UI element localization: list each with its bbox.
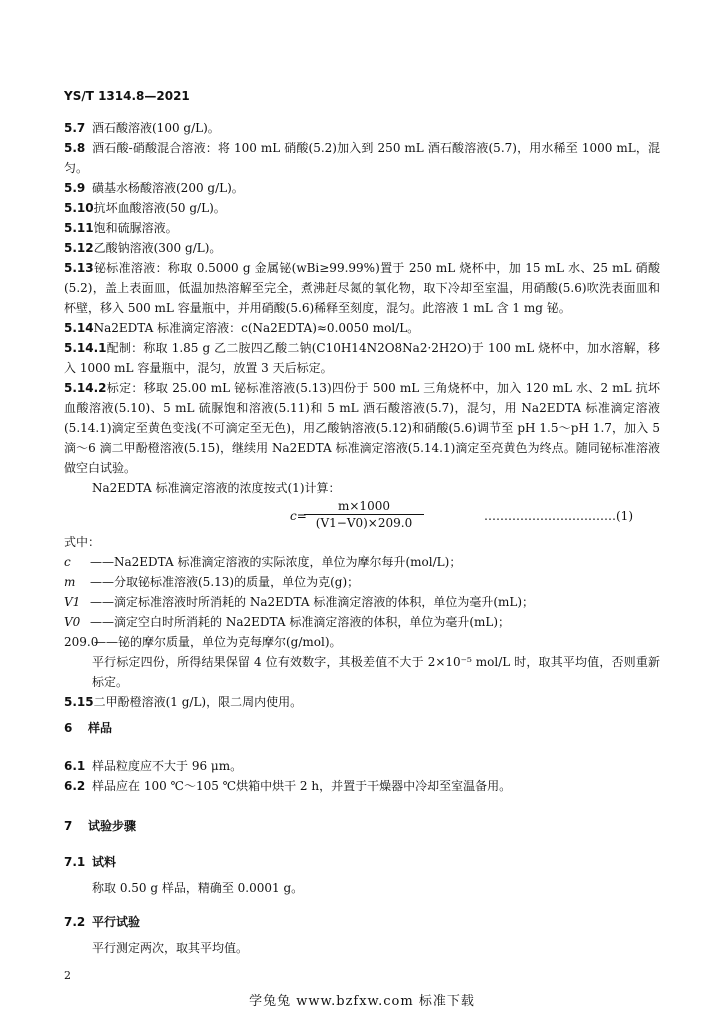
item-text: 样品粒度应不大于 96 μm。 (92, 759, 243, 773)
item-text: 乙酸钠溶液(300 g/L)。 (93, 241, 222, 255)
definition-text: ——分取铋标准溶液(5.13)的质量，单位为克(g)； (90, 575, 360, 589)
subsection-heading (64, 912, 140, 932)
section-number: 7 (64, 819, 73, 833)
definition-row (64, 612, 660, 632)
section-heading (64, 816, 136, 836)
definition-symbol: V1 (64, 595, 81, 609)
section-title: 试验步骤 (88, 819, 137, 833)
item-text: 饱和硫脲溶液。 (93, 221, 178, 235)
section-title: 样品 (88, 721, 113, 735)
list-item (64, 178, 660, 198)
subsection-text: 称取 0.50 g 样品，精确至 0.0001 g。 (92, 881, 304, 895)
item-number: 5.11 (64, 221, 94, 235)
item-text: Na2EDTA 标准滴定溶液：c(Na2EDTA)≈0.0050 mol/L。 (93, 321, 420, 335)
formula-numerator: m×1000 (304, 498, 424, 515)
subsection-number: 7.1 (64, 855, 86, 869)
list-item (64, 138, 660, 178)
subsection-title: 平行试验 (92, 915, 141, 929)
item-text: 磺基水杨酸溶液(200 g/L)。 (92, 181, 244, 195)
definition-row (64, 592, 660, 612)
reagent-list (64, 118, 660, 712)
item-text: 配制：称取 1.85 g 乙二胺四乙酸二钠(C10H14N2O8Na2·2H2O)于 100 mL 烧杯中，加水溶解，移入 1000 mL 容量瓶中，混匀，放置 3 天后标定。 (64, 341, 660, 375)
formula-denominator: (V1−V0)×209.0 (315, 516, 413, 530)
list-item (64, 218, 660, 238)
list-item (64, 318, 660, 338)
equation-number: ……………………………(1) (484, 509, 633, 523)
list-item (64, 776, 660, 796)
item-number: 5.8 (64, 141, 86, 155)
list-item (64, 118, 660, 138)
section-heading (64, 718, 112, 738)
standard-number: YS/T 1314.8—2021 (64, 89, 190, 103)
list-item (64, 692, 660, 712)
definition-text: ——Na2EDTA 标准滴定溶液的实际浓度，单位为摩尔每升(mol/L)； (90, 555, 462, 569)
item-text: 样品应在 100 ℃～105 ℃烘箱中烘干 2 h，并置于干燥器中冷却至室温备用。 (92, 779, 512, 793)
definition-row (64, 632, 660, 652)
definition-row (64, 552, 660, 572)
item-number: 6.2 (64, 779, 86, 793)
definition-symbol: 209.0 (64, 635, 99, 649)
item-text: 铋标准溶液：称取 0.5000 g 金属铋(wBi≥99.99%)置于 250 mL 烧杯中，加 15 mL 水、25 mL 硝酸(5.2)，盖上表面皿，低温加热溶解至完全，煮沸赶尽氮的氧化物，取下冷却至室温，用硝酸(5.6)吹洗表面皿和杯壁，移入 500 mL 容量瓶中，并用硝酸(5.6)稀释至刻度，混匀。此溶液 1 mL 含 1 mg 铋。 (64, 261, 660, 315)
page-number: 2 (64, 969, 71, 982)
formula-fraction (304, 498, 424, 531)
definition-text: ——滴定标准溶液时所消耗的 Na2EDTA 标准滴定溶液的体积，单位为毫升(mL)； (90, 595, 535, 609)
definition-text: ——铋的摩尔质量，单位为克每摩尔(g/mol)。 (94, 635, 342, 649)
calc-intro: Na2EDTA 标准滴定溶液的浓度按式(1)计算： (92, 481, 341, 495)
variable-definitions (64, 552, 660, 652)
item-text: 抗坏血酸溶液(50 g/L)。 (93, 201, 226, 215)
item-number: 5.14.2 (64, 381, 107, 395)
subsection-text: 平行测定两次，取其平均值。 (92, 941, 249, 955)
item-number: 5.13 (64, 261, 94, 275)
definition-symbol: c (64, 555, 71, 569)
definition-text: ——滴定空白时所消耗的 Na2EDTA 标准滴定溶液的体积，单位为毫升(mL)； (90, 615, 511, 629)
list-item (64, 378, 660, 478)
list-item (64, 338, 660, 378)
section-6-items (64, 756, 660, 796)
list-item (64, 258, 660, 318)
item-number: 6.1 (64, 759, 86, 773)
item-number: 5.14.1 (64, 341, 107, 355)
item-text: 酒石酸-硝酸混合溶液：将 100 mL 硝酸(5.2)加入到 250 mL 酒石酸溶液(5.7)，用水稀至 1000 mL，混匀。 (64, 141, 660, 175)
item-number: 5.9 (64, 181, 86, 195)
list-item (64, 756, 660, 776)
definition-symbol: m (64, 575, 76, 589)
formula-1 (64, 500, 660, 530)
subsection-number: 7.2 (64, 915, 86, 929)
where-label: 式中： (64, 535, 101, 549)
item-number: 5.12 (64, 241, 94, 255)
item-number: 5.15 (64, 695, 94, 709)
list-item (64, 198, 660, 218)
item-number: 5.10 (64, 201, 94, 215)
item-text: 二甲酚橙溶液(1 g/L)，限二周内使用。 (93, 695, 303, 709)
item-text: 酒石酸溶液(100 g/L)。 (92, 121, 220, 135)
footer-watermark: 学兔兔 www.bzfxw.com 标准下载 (249, 994, 475, 1009)
subsection-title: 试料 (92, 855, 117, 869)
definition-symbol: V0 (64, 615, 81, 629)
subsection-heading (64, 852, 116, 872)
section-number: 6 (64, 721, 73, 735)
item-number: 5.7 (64, 121, 86, 135)
list-item (64, 238, 660, 258)
item-text: 标定：移取 25.00 mL 铋标准溶液(5.13)四份于 500 mL 三角烧杯中，加入 120 mL 水、2 mL 抗坏血酸溶液(5.10)、5 mL 硫脲饱和溶液(5.11)和 5 mL 酒石酸溶液(5.7)，混匀，用 Na2EDTA 标准滴定溶液(5.14.1)滴定至黄色变浅(不可滴定至无色)，用乙酸钠溶液(5.12)和硝酸(5.6)调节至 pH 1.5～pH 1.7，加入 5 滴～6 滴二甲酚橙溶液(5.15)，继续用 Na2EDTA 标准滴定溶液(5.14.1)滴定至亮黄色为终点。随同铋标准溶液做空白试验。 (64, 381, 660, 475)
parallel-note: 平行标定四份，所得结果保留 4 位有效数字，其极差值不大于 2×10⁻⁵ mol/L 时，取其平均值，否则重新标定。 (92, 655, 660, 689)
item-number: 5.14 (64, 321, 94, 335)
definition-row (64, 572, 660, 592)
formula-lhs: c= (290, 509, 307, 523)
